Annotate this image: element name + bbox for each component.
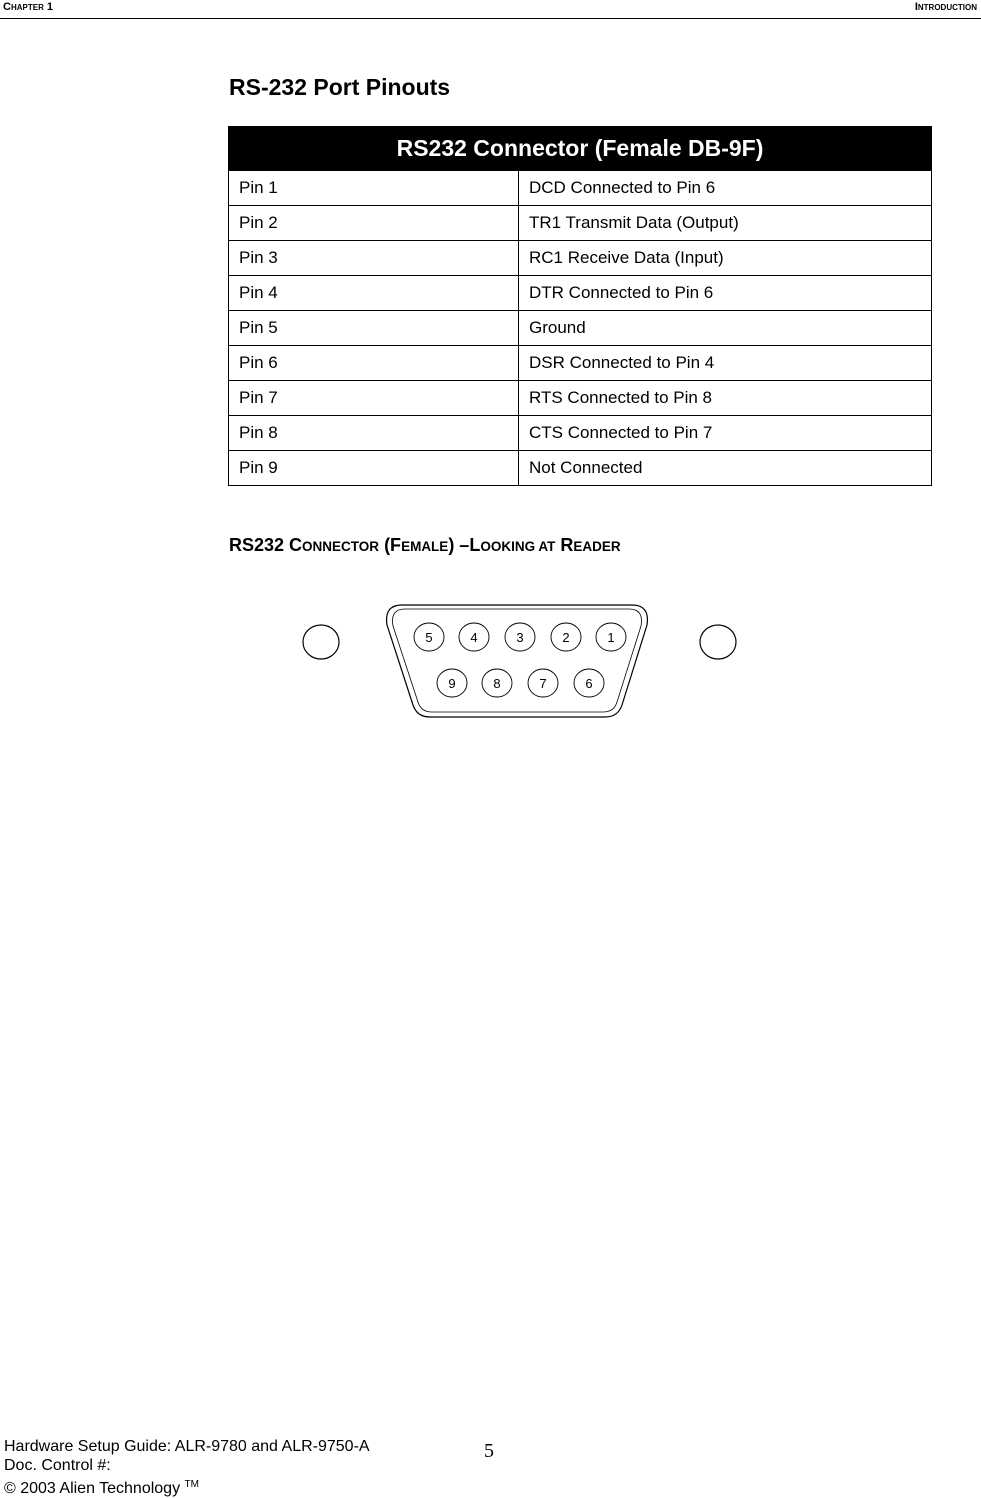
table-row xyxy=(229,346,932,381)
trademark-mark: TM xyxy=(184,1479,199,1490)
desc-cell: DTR Connected to Pin 6 xyxy=(519,276,932,311)
table-row xyxy=(229,311,932,346)
pin-cell: Pin 2 xyxy=(229,206,519,241)
desc-cell: DSR Connected to Pin 4 xyxy=(519,346,932,381)
section-label: INTRODUCTION xyxy=(914,1,977,13)
mounting-hole-left xyxy=(303,625,339,659)
mounting-hole-right xyxy=(700,625,736,659)
footer-guide-title: Hardware Setup Guide: ALR-9780 and ALR-9750-A xyxy=(4,1438,370,1455)
pinout-table xyxy=(228,126,932,486)
pin-cell: Pin 8 xyxy=(229,416,519,451)
pin-cell: Pin 9 xyxy=(229,451,519,486)
pin-cell: Pin 4 xyxy=(229,276,519,311)
page-number: 5 xyxy=(484,1440,494,1462)
footer-copyright: © 2003 Alien Technology ™ xyxy=(4,1479,199,1497)
desc-cell: TR1 Transmit Data (Output) xyxy=(519,206,932,241)
pin-label: 4 xyxy=(470,630,478,645)
table-row xyxy=(229,416,932,451)
page-footer xyxy=(4,1437,370,1498)
pin-label: 2 xyxy=(562,630,570,645)
pin-label: 1 xyxy=(607,630,615,645)
pin-cell: Pin 3 xyxy=(229,241,519,276)
pin-label: 7 xyxy=(539,676,547,691)
pin-label: 6 xyxy=(585,676,593,691)
pin-cell: Pin 5 xyxy=(229,311,519,346)
footer-doc-control: Doc. Control #: xyxy=(4,1457,111,1474)
desc-cell: RTS Connected to Pin 8 xyxy=(519,381,932,416)
desc-cell: Ground xyxy=(519,311,932,346)
pin-label: 9 xyxy=(448,676,456,691)
table-row xyxy=(229,241,932,276)
table-row xyxy=(229,276,932,311)
pin-cell: Pin 7 xyxy=(229,381,519,416)
pin-label: 3 xyxy=(516,630,524,645)
page-title: RS-232 Port Pinouts xyxy=(229,74,451,100)
desc-cell: Not Connected xyxy=(519,451,932,486)
connector-subheading: RS232 CONNECTOR (FEMALE) –LOOKING AT READER xyxy=(229,535,621,555)
table-row xyxy=(229,171,932,206)
page-header xyxy=(0,0,981,19)
table-row xyxy=(229,381,932,416)
desc-cell: CTS Connected to Pin 7 xyxy=(519,416,932,451)
db9-connector-diagram xyxy=(290,595,750,725)
pin-label: 5 xyxy=(425,630,433,645)
desc-cell: RC1 Receive Data (Input) xyxy=(519,241,932,276)
chapter-label: CHAPTER 1 xyxy=(3,1,54,13)
connector-shell-outer xyxy=(387,605,648,717)
pin-cell: Pin 1 xyxy=(229,171,519,206)
table-row xyxy=(229,451,932,486)
table-header: RS232 Connector (Female DB-9F) xyxy=(229,127,932,171)
pin-label: 8 xyxy=(493,676,501,691)
pin-cell: Pin 6 xyxy=(229,346,519,381)
desc-cell: DCD Connected to Pin 6 xyxy=(519,171,932,206)
table-row xyxy=(229,206,932,241)
